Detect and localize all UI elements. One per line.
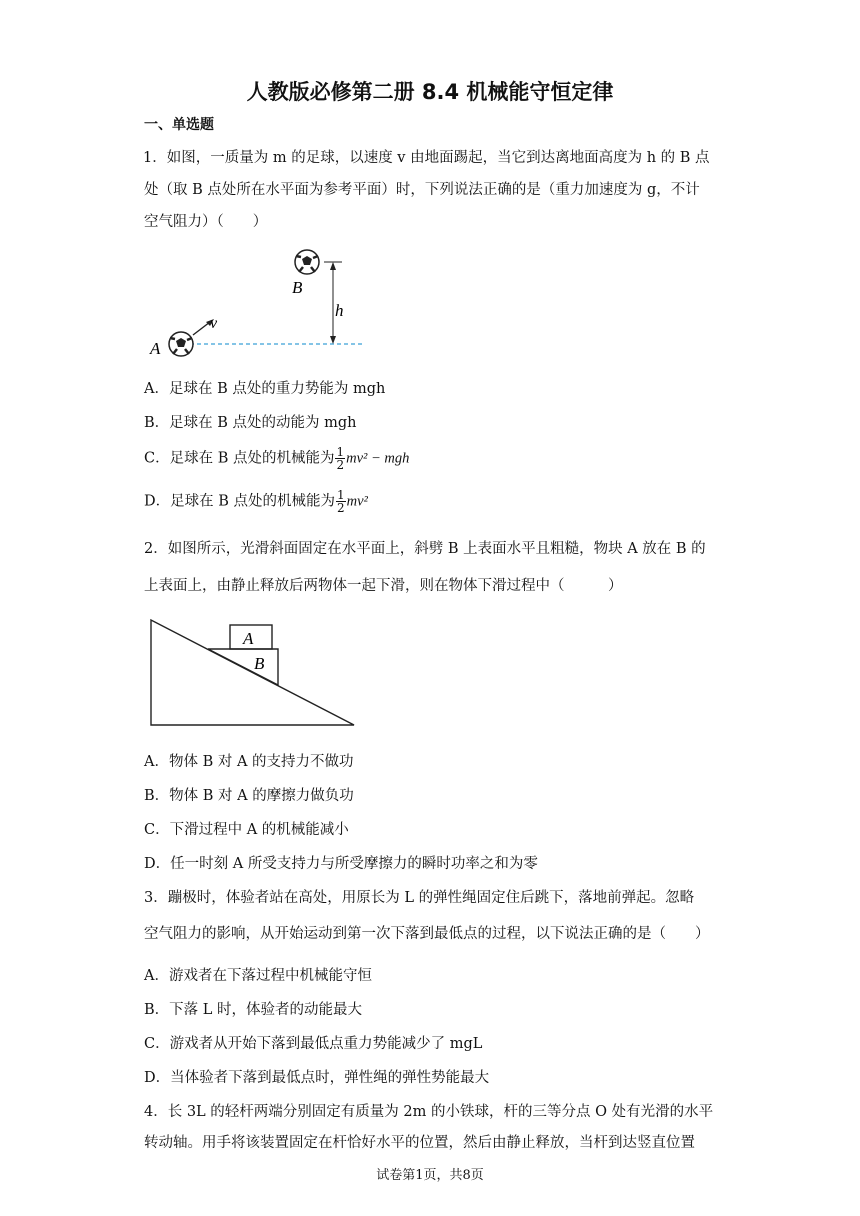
- velocity-arrow: [193, 322, 210, 335]
- wedge-b: [208, 649, 278, 685]
- page-title: 人教版必修第二册 8.4 机械能守恒定律: [246, 80, 614, 104]
- fraction-half: $\frac{1}{2}$: [336, 445, 345, 472]
- q3-option-a: A．游戏者在下落过程中机械能守恒: [144, 968, 372, 984]
- q3-option-c: C．游戏者从开始下落到最低点重力势能减少了 mgL: [144, 1036, 483, 1052]
- q1-stem-line1: 1．如图，一质量为 m 的足球，以速度 v 由地面踢起，当它到达离地面高度为 h 的 B 点: [143, 150, 710, 166]
- q1-option-c: C．足球在 B 点处的机械能为 $\frac{1}{2}$ mv² − mgh: [144, 445, 410, 472]
- q2-option-c: C．下滑过程中 A 的机械能减小: [144, 822, 349, 838]
- label-a: A: [243, 629, 254, 648]
- q2-option-a: A．物体 B 对 A 的支持力不做功: [144, 754, 354, 770]
- q2-option-d: D．任一时刻 A 所受支持力与所受摩擦力的瞬时功率之和为零: [144, 856, 538, 872]
- ball-a-icon: [169, 332, 193, 356]
- ball-b-icon: [295, 250, 319, 274]
- q1-option-b: B．足球在 B 点处的动能为 mgh: [144, 415, 357, 431]
- q1-stem-line2: 处（取 B 点处所在水平面为参考平面）时，下列说法正确的是（重力加速度为 g，不计: [144, 182, 700, 198]
- section-heading: 一、单选题: [144, 117, 214, 133]
- label-h: h: [335, 301, 344, 320]
- q2-stem-line2: 上表面上，由静止释放后两物体一起下滑，则在物体下滑过程中（ ）: [144, 578, 623, 594]
- q2-figure: [148, 617, 360, 729]
- q2-stem-line1: 2．如图所示，光滑斜面固定在水平面上，斜劈 B 上表面水平且粗糙，物块 A 放在 B 的: [144, 541, 706, 557]
- q3-option-b: B．下落 L 时，体验者的动能最大: [144, 1002, 363, 1018]
- q4-stem-line1: 4．长 3L 的轻杆两端分别固定有质量为 2m 的小铁球，杆的三等分点 O 处有光滑的水平: [144, 1104, 714, 1120]
- q3-option-d: D．当体验者下落到最低点时，弹性绳的弹性势能最大: [144, 1070, 490, 1086]
- q1-figure: [140, 240, 380, 365]
- label-a: A: [150, 339, 161, 358]
- fraction-half: $\frac{1}{2}$: [337, 488, 345, 515]
- label-b: B: [254, 654, 265, 673]
- q2-option-b: B．物体 B 对 A 的摩擦力做负功: [144, 788, 354, 804]
- q1-option-d: D．足球在 B 点处的机械能为 $\frac{1}{2}$ mv²: [144, 488, 368, 515]
- q4-stem-line2: 转动轴。用手将该装置固定在杆恰好水平的位置，然后由静止释放，当杆到达竖直位置: [144, 1135, 695, 1151]
- page-footer: 试卷第1页，共8页: [376, 1168, 484, 1183]
- q3-stem-line2: 空气阻力的影响，从开始运动到第一次下落到最低点的过程，以下说法正确的是（ ）: [144, 926, 710, 942]
- label-v: v: [210, 315, 218, 332]
- q1-stem-line3: 空气阻力）（ ）: [144, 214, 268, 230]
- q1-option-a: A．足球在 B 点处的重力势能为 mgh: [144, 381, 386, 397]
- q3-stem-line1: 3．蹦极时，体验者站在高处，用原长为 L 的弹性绳固定住后跳下，落地前弹起。忽略: [144, 890, 695, 906]
- label-b: B: [292, 278, 303, 297]
